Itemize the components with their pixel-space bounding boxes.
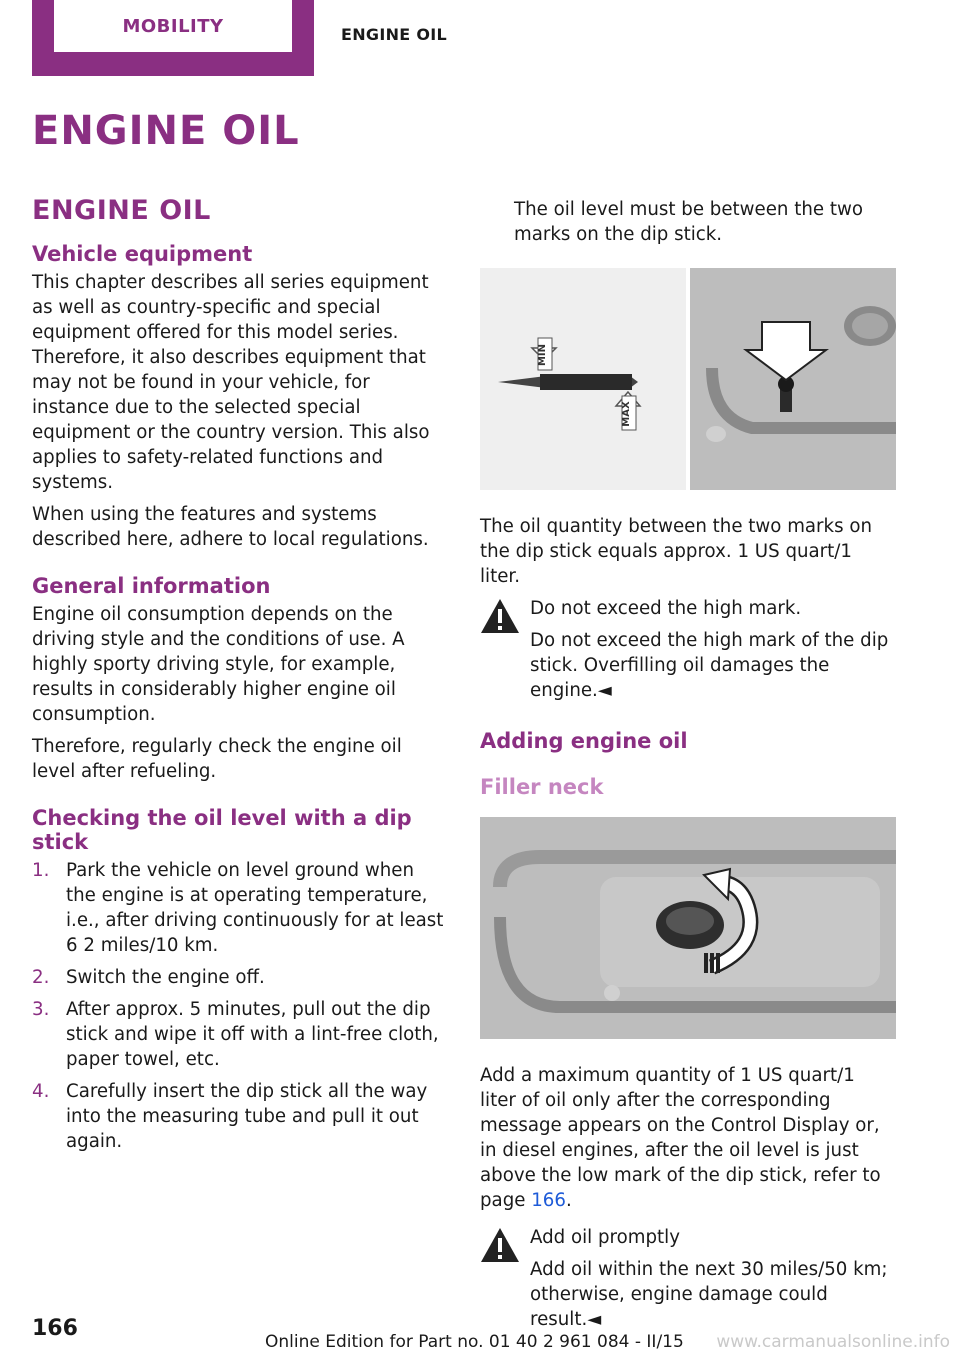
general-information-p2: Therefore, regularly check the engine oil level after refueling. (32, 736, 402, 782)
page-ref-link[interactable]: 166 (531, 1190, 566, 1211)
header-tab-label: MOBILITY (122, 15, 224, 37)
edition-text: Online Edition for Part no. 01 40 2 961 084 - II/15 (265, 1332, 684, 1352)
heading-filler-neck: Filler neck (480, 775, 604, 799)
heading-general-information: General information (32, 574, 271, 598)
warning-icon (480, 1227, 520, 1263)
dipstick-illustration (480, 268, 896, 490)
step-number: 2. (32, 967, 50, 988)
watermark: www.carmanualsonline.info (716, 1332, 950, 1352)
vehicle-equipment-p2: When using the features and systems described here, adhere to local regulations. (32, 504, 429, 550)
list-item (32, 965, 448, 990)
min-mark-label: MIN (537, 343, 548, 367)
step-text: After approx. 5 minutes, pull out the dip stick and wipe it off with a lint-free cloth, paper towel, etc. (66, 999, 439, 1070)
warning-add-oil-promptly (480, 1225, 896, 1332)
warning-body: Add oil within the next 30 miles/50 km; otherwise, engine damage could result.◄ (530, 1259, 888, 1330)
max-mark-label: MAX (621, 401, 632, 427)
header-tab (32, 0, 314, 76)
list-item (32, 997, 448, 1072)
warning-icon (480, 598, 520, 634)
checking-steps-list (32, 858, 448, 1154)
heading-vehicle-equipment: Vehicle equipment (32, 242, 253, 266)
step-number: 1. (32, 860, 50, 881)
warning-high-mark (480, 596, 896, 703)
list-item (32, 1079, 448, 1154)
step-number: 3. (32, 999, 50, 1020)
warning-title: Add oil promptly (530, 1227, 680, 1248)
general-information-p1: Engine oil consumption depends on the driving style and the conditions of use. A highly sporty driving style, for example, results in considerably higher engine oil consumption. (32, 604, 405, 725)
list-item (32, 858, 448, 958)
filler-neck-illustration (480, 817, 896, 1039)
adding-oil-text: Add a maximum quantity of 1 US quart/1 liter of oil only after the corresponding message appears on the Control Display or, in diesel engines, after the oil level is just above the low mark of the dip stick, refer to page 166. (480, 1065, 881, 1211)
right-column (480, 195, 896, 1339)
section-title: ENGINE OIL (32, 195, 211, 226)
vehicle-equipment-p1: This chapter describes all series equipment as well as country-specific and special equipment offered for this model series. Therefore, it also describes equipment that may not be found in your vehicle, for instance due to the selected special equipment or the country version. This also applies to safety-related functions and systems. (32, 272, 430, 493)
warning-body: Do not exceed the high mark of the dip stick. Overfilling oil damages the engine.◄ (530, 630, 889, 701)
step-text: Carefully insert the dip stick all the way into the measuring tube and pull it out again. (66, 1081, 428, 1152)
step-text: Switch the engine off. (66, 967, 265, 988)
chapter-title: ENGINE OIL (32, 108, 300, 154)
step-text: Park the vehicle on level ground when the engine is at operating temperature, i.e., after driving continuously for at least 6 2 miles/10 km. (66, 860, 444, 956)
warning-title: Do not exceed the high mark. (530, 598, 802, 619)
heading-checking-oil-level: Checking the oil level with a dip stick (32, 806, 412, 854)
header-section-label: ENGINE OIL (341, 25, 448, 44)
oil-quantity-text: The oil quantity between the two marks on the dip stick equals approx. 1 US quart/1 liter. (480, 516, 872, 587)
oil-level-text: The oil level must be between the two marks on the dip stick. (514, 199, 863, 245)
header-tab-inner (54, 0, 292, 52)
page-number: 166 (32, 1316, 78, 1341)
step-number: 4. (32, 1081, 50, 1102)
left-column (32, 195, 448, 1161)
heading-adding-engine-oil: Adding engine oil (480, 729, 688, 753)
